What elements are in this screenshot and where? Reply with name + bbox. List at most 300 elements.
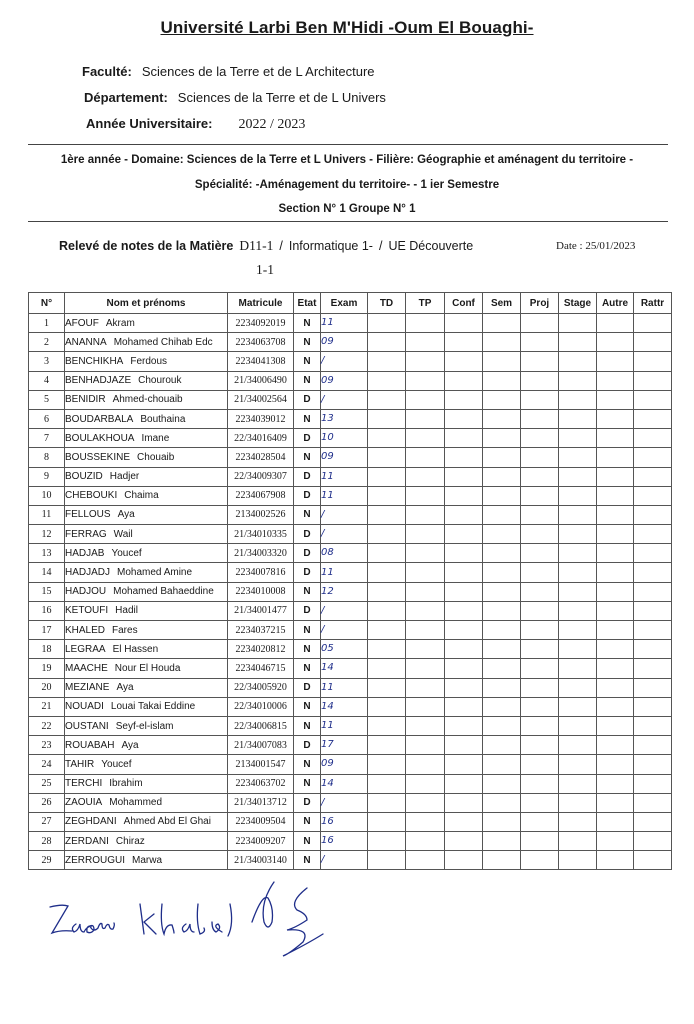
grade-cell-rattr <box>634 716 672 735</box>
matricule: 2234007816 <box>228 563 294 582</box>
column-header: Nom et prénoms <box>65 293 228 314</box>
grade-cell-proj <box>521 371 559 390</box>
grade-cell-td <box>368 371 406 390</box>
grade-cell-sem <box>483 601 521 620</box>
etat: N <box>294 716 321 735</box>
program-line-3: Section N° 1 Groupe N° 1 <box>278 203 416 215</box>
signature-initials-icon <box>252 882 323 956</box>
etat: D <box>294 486 321 505</box>
grade-cell-rattr <box>634 371 672 390</box>
faculte-row <box>82 64 375 79</box>
grade-cell-stage <box>559 448 597 467</box>
row-number: 23 <box>29 736 65 755</box>
grade-cell-stage <box>559 544 597 563</box>
column-header: Conf <box>445 293 483 314</box>
grade-cell-autre <box>597 563 634 582</box>
grade-cell-autre <box>597 812 634 831</box>
grade-cell-proj <box>521 774 559 793</box>
grade-cell-rattr <box>634 774 672 793</box>
exam-grade: 11 <box>321 563 368 582</box>
grade-cell-stage <box>559 390 597 409</box>
grade-cell-conf <box>445 678 483 697</box>
table-row <box>29 755 672 774</box>
exam-grade: / <box>321 601 368 620</box>
student-first-name: Ibrahim <box>109 778 143 790</box>
grade-cell-rattr <box>634 409 672 428</box>
matricule: 21/34010335 <box>228 525 294 544</box>
exam-grade: 12 <box>321 582 368 601</box>
grade-cell-autre <box>597 429 634 448</box>
grade-cell-td <box>368 736 406 755</box>
grade-cell-stage <box>559 716 597 735</box>
grade-cell-conf <box>445 486 483 505</box>
grade-cell-td <box>368 525 406 544</box>
student-name <box>65 371 228 390</box>
table-row <box>29 505 672 524</box>
table-row <box>29 409 672 428</box>
grade-cell-rattr <box>634 390 672 409</box>
grade-cell-td <box>368 678 406 697</box>
grade-cell-sem <box>483 697 521 716</box>
matiere-subject: Informatique 1- <box>288 239 373 253</box>
grade-cell-stage <box>559 736 597 755</box>
grade-cell-autre <box>597 621 634 640</box>
faculte-value: Sciences de la Terre et de L Architecture <box>141 64 375 79</box>
table-row <box>29 678 672 697</box>
matricule: 22/34009307 <box>228 467 294 486</box>
grade-cell-autre <box>597 409 634 428</box>
etat: N <box>294 659 321 678</box>
grade-cell-td <box>368 582 406 601</box>
student-last-name: BOULAKHOUA <box>65 432 135 444</box>
matricule: 2234067908 <box>228 486 294 505</box>
separator: / <box>378 239 383 253</box>
student-last-name: KHALED <box>65 624 106 636</box>
table-row <box>29 390 672 409</box>
matricule: 21/34013712 <box>228 793 294 812</box>
matiere-ue: UE Découverte <box>388 239 474 253</box>
student-first-name: Seyf-el-islam <box>115 720 174 732</box>
student-name <box>65 736 228 755</box>
grade-cell-td <box>368 640 406 659</box>
matiere-code-line2: 1-1 <box>256 262 274 277</box>
student-first-name: Aya <box>117 509 135 521</box>
table-row <box>29 544 672 563</box>
etat: D <box>294 563 321 582</box>
exam-grade: 11 <box>321 314 368 333</box>
etat: N <box>294 640 321 659</box>
grade-cell-rattr <box>634 314 672 333</box>
grade-cell-proj <box>521 467 559 486</box>
etat: N <box>294 812 321 831</box>
etat: N <box>294 582 321 601</box>
table-row <box>29 352 672 371</box>
exam-grade: / <box>321 851 368 870</box>
grade-cell-autre <box>597 582 634 601</box>
grade-cell-proj <box>521 390 559 409</box>
grade-cell-rattr <box>634 563 672 582</box>
etat: N <box>294 371 321 390</box>
student-name <box>65 352 228 371</box>
grade-cell-td <box>368 448 406 467</box>
grade-cell-conf <box>445 390 483 409</box>
signature-name-icon <box>50 904 232 936</box>
grade-cell-td <box>368 505 406 524</box>
matricule: 2234046715 <box>228 659 294 678</box>
grade-cell-proj <box>521 659 559 678</box>
grade-cell-autre <box>597 352 634 371</box>
matricule: 22/34005920 <box>228 678 294 697</box>
grade-cell-autre <box>597 371 634 390</box>
grade-cell-proj <box>521 716 559 735</box>
table-row <box>29 563 672 582</box>
exam-grade: / <box>321 793 368 812</box>
grade-cell-conf <box>445 352 483 371</box>
grade-cell-td <box>368 409 406 428</box>
grade-cell-autre <box>597 832 634 851</box>
table-row <box>29 371 672 390</box>
grade-cell-conf <box>445 409 483 428</box>
table-row <box>29 486 672 505</box>
column-header: Proj <box>521 293 559 314</box>
grade-cell-conf <box>445 793 483 812</box>
grade-cell-autre <box>597 467 634 486</box>
column-header: Exam <box>321 293 368 314</box>
divider-top <box>28 144 668 145</box>
row-number: 19 <box>29 659 65 678</box>
row-number: 20 <box>29 678 65 697</box>
exam-grade: 16 <box>321 812 368 831</box>
grade-cell-proj <box>521 832 559 851</box>
grade-cell-autre <box>597 601 634 620</box>
exam-grade: 17 <box>321 736 368 755</box>
row-number: 11 <box>29 505 65 524</box>
grade-cell-tp <box>406 505 445 524</box>
grade-cell-rattr <box>634 429 672 448</box>
grade-cell-stage <box>559 486 597 505</box>
grade-cell-autre <box>597 755 634 774</box>
etat: N <box>294 333 321 352</box>
exam-grade: 14 <box>321 659 368 678</box>
student-last-name: HADJADJ <box>65 567 111 579</box>
student-name <box>65 467 228 486</box>
grade-cell-sem <box>483 333 521 352</box>
table-row <box>29 793 672 812</box>
grade-cell-conf <box>445 621 483 640</box>
matricule: 2234041308 <box>228 352 294 371</box>
matricule: 2234020812 <box>228 640 294 659</box>
grade-cell-tp <box>406 774 445 793</box>
grade-cell-conf <box>445 832 483 851</box>
grade-cell-conf <box>445 774 483 793</box>
grade-cell-stage <box>559 832 597 851</box>
exam-grade: 09 <box>321 755 368 774</box>
student-first-name: Mohamed Bahaeddine <box>113 586 214 598</box>
student-name <box>65 793 228 812</box>
grade-cell-stage <box>559 314 597 333</box>
student-last-name: MEZIANE <box>65 682 110 694</box>
exam-grade: 09 <box>321 333 368 352</box>
student-first-name: Imane <box>141 432 170 444</box>
table-header-row <box>29 293 672 314</box>
matricule: 2234009504 <box>228 812 294 831</box>
student-last-name: BOUSSEKINE <box>65 451 131 463</box>
grade-cell-stage <box>559 563 597 582</box>
grade-cell-sem <box>483 812 521 831</box>
grade-cell-rattr <box>634 812 672 831</box>
exam-grade: / <box>321 505 368 524</box>
grade-cell-sem <box>483 832 521 851</box>
grade-cell-rattr <box>634 333 672 352</box>
exam-grade: 09 <box>321 448 368 467</box>
grade-cell-tp <box>406 678 445 697</box>
grade-cell-sem <box>483 774 521 793</box>
grade-cell-sem <box>483 755 521 774</box>
row-number: 26 <box>29 793 65 812</box>
grade-cell-conf <box>445 601 483 620</box>
matricule: 2134001547 <box>228 755 294 774</box>
grade-cell-tp <box>406 582 445 601</box>
table-body <box>29 314 672 870</box>
column-header: Stage <box>559 293 597 314</box>
student-name <box>65 544 228 563</box>
etat: D <box>294 793 321 812</box>
grade-cell-tp <box>406 640 445 659</box>
grade-cell-proj <box>521 486 559 505</box>
student-name <box>65 563 228 582</box>
exam-grade: 11 <box>321 486 368 505</box>
student-name <box>65 774 228 793</box>
table-row <box>29 659 672 678</box>
student-first-name: Ferdous <box>130 355 168 367</box>
exam-grade: / <box>321 390 368 409</box>
grade-cell-autre <box>597 659 634 678</box>
etat: N <box>294 774 321 793</box>
grade-cell-conf <box>445 505 483 524</box>
table-row <box>29 333 672 352</box>
grade-cell-td <box>368 621 406 640</box>
grade-cell-stage <box>559 352 597 371</box>
grade-cell-td <box>368 793 406 812</box>
grade-cell-proj <box>521 851 559 870</box>
grade-cell-rattr <box>634 793 672 812</box>
etat: N <box>294 697 321 716</box>
matricule: 22/34016409 <box>228 429 294 448</box>
matricule: 2234063708 <box>228 333 294 352</box>
grade-cell-rattr <box>634 621 672 640</box>
student-first-name: Chaima <box>124 490 159 502</box>
row-number: 24 <box>29 755 65 774</box>
student-name <box>65 716 228 735</box>
grade-cell-rattr <box>634 525 672 544</box>
grade-cell-conf <box>445 736 483 755</box>
student-last-name: LEGRAA <box>65 643 106 655</box>
row-number: 18 <box>29 640 65 659</box>
grade-cell-sem <box>483 851 521 870</box>
grade-cell-td <box>368 333 406 352</box>
exam-grade: 14 <box>321 774 368 793</box>
grade-cell-conf <box>445 314 483 333</box>
grade-cell-conf <box>445 851 483 870</box>
grade-cell-tp <box>406 352 445 371</box>
student-name <box>65 390 228 409</box>
departement-value: Sciences de la Terre et de L Univers <box>177 90 386 105</box>
table-row <box>29 697 672 716</box>
grade-cell-proj <box>521 448 559 467</box>
grade-cell-stage <box>559 774 597 793</box>
student-first-name: Ahmed-chouaib <box>112 394 183 406</box>
student-first-name: Chiraz <box>115 835 145 847</box>
grade-cell-stage <box>559 755 597 774</box>
matricule: 21/34006490 <box>228 371 294 390</box>
grade-cell-tp <box>406 601 445 620</box>
grade-cell-tp <box>406 544 445 563</box>
grade-cell-conf <box>445 371 483 390</box>
grade-cell-proj <box>521 563 559 582</box>
grade-cell-autre <box>597 736 634 755</box>
grade-cell-sem <box>483 582 521 601</box>
grade-cell-autre <box>597 525 634 544</box>
student-last-name: BENHADJAZE <box>65 375 132 387</box>
row-number: 17 <box>29 621 65 640</box>
grade-cell-autre <box>597 314 634 333</box>
etat: N <box>294 314 321 333</box>
releve-label: Relevé de notes de la Matière <box>59 239 234 253</box>
grade-cell-proj <box>521 525 559 544</box>
grade-cell-proj <box>521 582 559 601</box>
student-name <box>65 448 228 467</box>
table-row <box>29 525 672 544</box>
grade-cell-tp <box>406 621 445 640</box>
etat: D <box>294 390 321 409</box>
grade-cell-td <box>368 390 406 409</box>
grade-cell-autre <box>597 716 634 735</box>
table-row <box>29 621 672 640</box>
exam-grade: 10 <box>321 429 368 448</box>
etat: N <box>294 409 321 428</box>
matiere-code: D11-1 <box>239 238 274 253</box>
student-first-name: Hadjer <box>109 471 140 483</box>
row-number: 10 <box>29 486 65 505</box>
grade-cell-sem <box>483 563 521 582</box>
grade-cell-td <box>368 467 406 486</box>
row-number: 7 <box>29 429 65 448</box>
table-row <box>29 736 672 755</box>
student-last-name: BOUZID <box>65 471 103 483</box>
departement-row <box>84 90 386 105</box>
student-last-name: TAHIR <box>65 758 95 770</box>
grade-cell-stage <box>559 371 597 390</box>
grade-cell-td <box>368 563 406 582</box>
student-last-name: ROUABAH <box>65 739 115 751</box>
grade-cell-rattr <box>634 640 672 659</box>
table-row <box>29 812 672 831</box>
etat: D <box>294 736 321 755</box>
student-last-name: FELLOUS <box>65 509 111 521</box>
grade-cell-stage <box>559 793 597 812</box>
grade-cell-conf <box>445 525 483 544</box>
grade-cell-sem <box>483 314 521 333</box>
grade-cell-rattr <box>634 659 672 678</box>
student-first-name: Youcef <box>101 758 132 770</box>
row-number: 8 <box>29 448 65 467</box>
grade-cell-proj <box>521 333 559 352</box>
student-last-name: MAACHE <box>65 662 108 674</box>
student-last-name: CHEBOUKI <box>65 490 118 502</box>
grade-cell-conf <box>445 333 483 352</box>
etat: D <box>294 678 321 697</box>
grade-cell-td <box>368 832 406 851</box>
grade-cell-proj <box>521 505 559 524</box>
grade-cell-conf <box>445 582 483 601</box>
grade-cell-td <box>368 716 406 735</box>
grade-cell-proj <box>521 755 559 774</box>
grade-cell-sem <box>483 544 521 563</box>
grade-cell-sem <box>483 352 521 371</box>
table-row <box>29 774 672 793</box>
grade-cell-rattr <box>634 448 672 467</box>
student-name <box>65 314 228 333</box>
grade-cell-conf <box>445 812 483 831</box>
etat: N <box>294 621 321 640</box>
table-row <box>29 716 672 735</box>
grade-cell-rattr <box>634 697 672 716</box>
divider-bottom <box>28 221 668 222</box>
student-last-name: ZERROUGUI <box>65 854 125 866</box>
column-header: Sem <box>483 293 521 314</box>
student-name <box>65 486 228 505</box>
exam-grade: 08 <box>321 544 368 563</box>
student-name <box>65 832 228 851</box>
student-first-name: Hadil <box>115 605 138 617</box>
grade-cell-proj <box>521 793 559 812</box>
grade-cell-td <box>368 774 406 793</box>
grade-cell-proj <box>521 640 559 659</box>
grade-cell-proj <box>521 409 559 428</box>
grade-cell-stage <box>559 601 597 620</box>
grade-cell-td <box>368 659 406 678</box>
grade-cell-rattr <box>634 601 672 620</box>
student-last-name: ZAOUIA <box>65 797 103 809</box>
signatures <box>40 860 340 980</box>
releve-date: Date : 25/01/2023 <box>556 240 636 252</box>
grade-cell-tp <box>406 716 445 735</box>
grade-cell-conf <box>445 429 483 448</box>
row-number: 15 <box>29 582 65 601</box>
matricule: 21/34003140 <box>228 851 294 870</box>
grade-cell-autre <box>597 544 634 563</box>
etat: N <box>294 755 321 774</box>
grade-cell-tp <box>406 333 445 352</box>
student-name <box>65 525 228 544</box>
table-row <box>29 582 672 601</box>
student-last-name: FERRAG <box>65 528 107 540</box>
grade-cell-tp <box>406 563 445 582</box>
row-number: 5 <box>29 390 65 409</box>
student-last-name: NOUADI <box>65 701 104 713</box>
grade-cell-proj <box>521 678 559 697</box>
grade-cell-tp <box>406 429 445 448</box>
student-name <box>65 333 228 352</box>
row-number: 13 <box>29 544 65 563</box>
matricule: 2234092019 <box>228 314 294 333</box>
exam-grade: / <box>321 621 368 640</box>
student-first-name: Mohamed Chihab Edc <box>113 336 213 348</box>
grade-cell-td <box>368 697 406 716</box>
etat: D <box>294 429 321 448</box>
student-first-name: Mohammed <box>109 797 163 809</box>
row-number: 3 <box>29 352 65 371</box>
